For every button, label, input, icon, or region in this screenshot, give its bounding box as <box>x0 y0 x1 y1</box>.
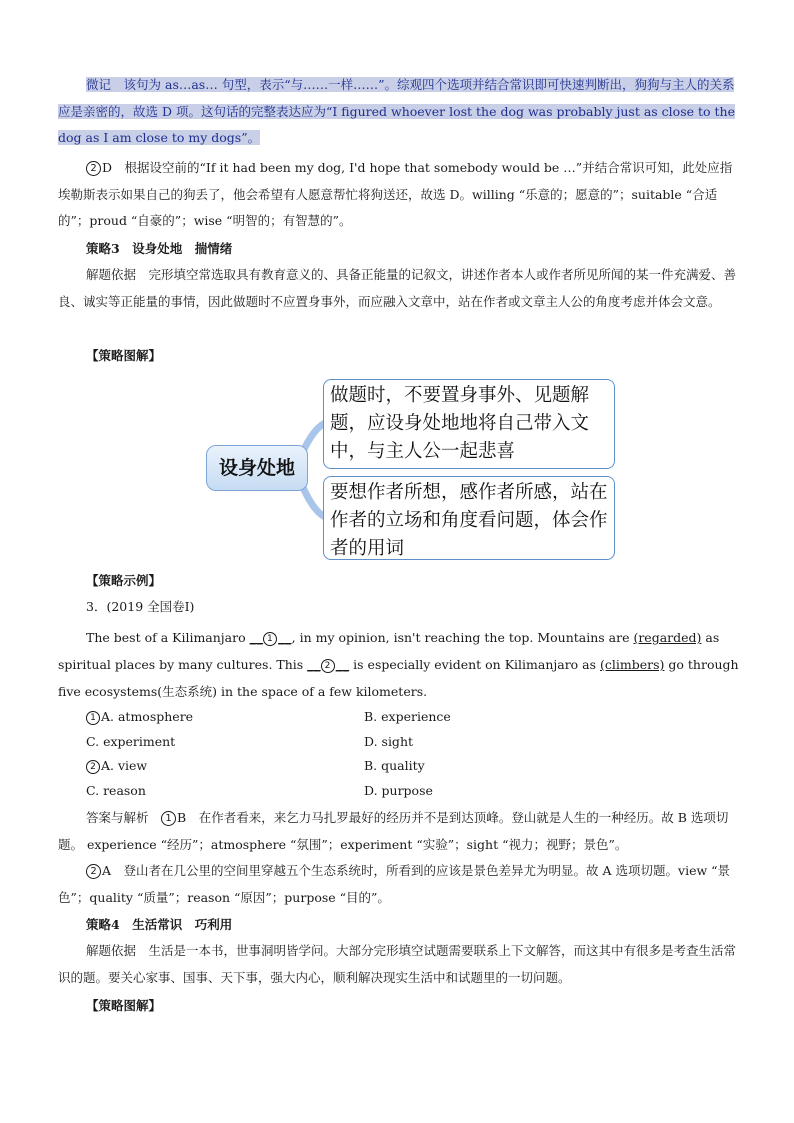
q2-option-a-text: A. view <box>101 758 148 773</box>
underlined-word-regarded: (regarded) <box>633 630 702 645</box>
q2-option-d: D. purpose <box>364 783 433 798</box>
explanation-paragraph-1 <box>58 72 742 152</box>
answer-number-2: 2 <box>86 864 101 879</box>
q2-option-a <box>86 756 147 776</box>
strategy-4-heading: 策略4 生活常识 巧利用 <box>86 917 233 932</box>
mind-map-diagram <box>203 375 619 565</box>
passage-text-1: The best of a Kilimanjaro <box>86 630 246 645</box>
q1-option-c: C. experiment <box>86 734 176 749</box>
passage-text-4: is especially evident on Kilimanjaro as <box>349 657 601 672</box>
answer-text-1: B 在作者看来，来乞力马扎罗最好的经历并不是到达顶峰。登山就是人生的一种经历。故 B 选项切题。 experience “经历”；atmosphere “氛围”；experiment “实验”；sight “视力；视野；景色”。 <box>58 810 729 852</box>
strategy-4-body: 解题依据 生活是一本书，世事洞明皆学问。大部分完形填空试题需要联系上下文解答，而这其中有很多是考查生活常识的题。要关心家事、国事、天下事，强大内心，顺利解决现实生活中和试题里的一切问题。 <box>58 943 737 985</box>
strategy-example-label: 【策略示例】 <box>86 573 162 588</box>
q1-option-a <box>86 707 193 727</box>
blank-1: __ 1 __ <box>249 630 292 645</box>
q1-option-a-text: A. atmosphere <box>101 709 194 724</box>
cloze-passage <box>58 624 742 705</box>
mind-map-root: 设身处地 <box>206 445 308 491</box>
blank-1-number: 1 <box>263 632 277 646</box>
blank-2: __ 2 __ <box>307 657 350 672</box>
blank-2-number: 2 <box>321 659 335 673</box>
circled-number-2: 2 <box>86 161 101 176</box>
strategy-4-diagram-label: 【策略图解】 <box>86 998 162 1013</box>
passage-text-3: as spiritual places by many cultures. This <box>58 630 720 672</box>
q1-option-b: B. experience <box>364 709 451 724</box>
answer-analysis-2 <box>58 858 742 911</box>
q1-number: 1 <box>86 711 100 725</box>
q2-option-c: C. reason <box>86 783 146 798</box>
q1-option-d: D. sight <box>364 734 414 749</box>
mind-map-branch-1: 做题时，不要置身事外、见题解题，应设身处地地将自己带入文中，与主人公一起悲喜 <box>323 379 615 469</box>
answer-number-1: 1 <box>161 811 176 826</box>
highlighted-prefix: 微记 该句为 <box>86 77 162 92</box>
passage-text-5: go through five ecosystems(生态系统) in the space of a few kilometers. <box>58 657 739 699</box>
mind-map-branch-2: 要想作者所想，感作者所感，站在作者的立场和角度看问题，体会作者的用词 <box>323 476 615 560</box>
explanation-text: D 根据设空前的“If it had been my dog, I'd hope that somebody would be …”并结合常识可知，此处应指埃勒斯表示如果自己的狗丢了，他会希望有人愿意帮忙将狗送还，故选 D。willing “乐意的；愿意的”；suitable “合适的”；proud “自豪的”；wise “明智的；有智慧的”。 <box>58 160 733 228</box>
passage-text-2: , in my opinion, isn't reaching the top. Mountains are <box>291 630 634 645</box>
highlighted-text: as…as… 句型，表示“与……一样……”。综观四个选项并结合常识即可快速判断出，狗狗与主人的关系应是亲密的，故选 D 项。这句话的完整表达应为“I figured whoever lost the dog was probably just as close to the dog as I am close to my dogs”。 <box>58 77 735 145</box>
q2-option-b: B. quality <box>364 758 425 773</box>
strategy-diagram-label: 【策略图解】 <box>86 348 162 363</box>
strategy-3-body: 解题依据 完形填空常选取具有教育意义的、具备正能量的记叙文，讲述作者本人或作者所见所闻的某一件充满爱、善良、诚实等正能量的事情，因此做题时不应置身事外，而应融入文章中，站在作者或文章主人公的角度考虑并体会文意。 <box>58 267 737 309</box>
answer-label: 答案与解析 <box>86 810 149 825</box>
strategy-3-heading: 策略3 设身处地 揣情绪 <box>86 241 233 256</box>
answer-analysis-1 <box>58 805 742 858</box>
underlined-word-climbers: (climbers) <box>600 657 665 672</box>
answer-text-2: A 登山者在几公里的空间里穿越五个生态系统时，所看到的应该是景色差异尤为明显。故 A 选项切题。view “景色”；quality “质量”；reason “原因”；purpose “目的”。 <box>58 863 731 905</box>
q2-number: 2 <box>86 760 100 774</box>
question-source: 3．(2019 全国卷Ⅰ) <box>86 599 195 614</box>
explanation-paragraph-2 <box>58 155 742 235</box>
